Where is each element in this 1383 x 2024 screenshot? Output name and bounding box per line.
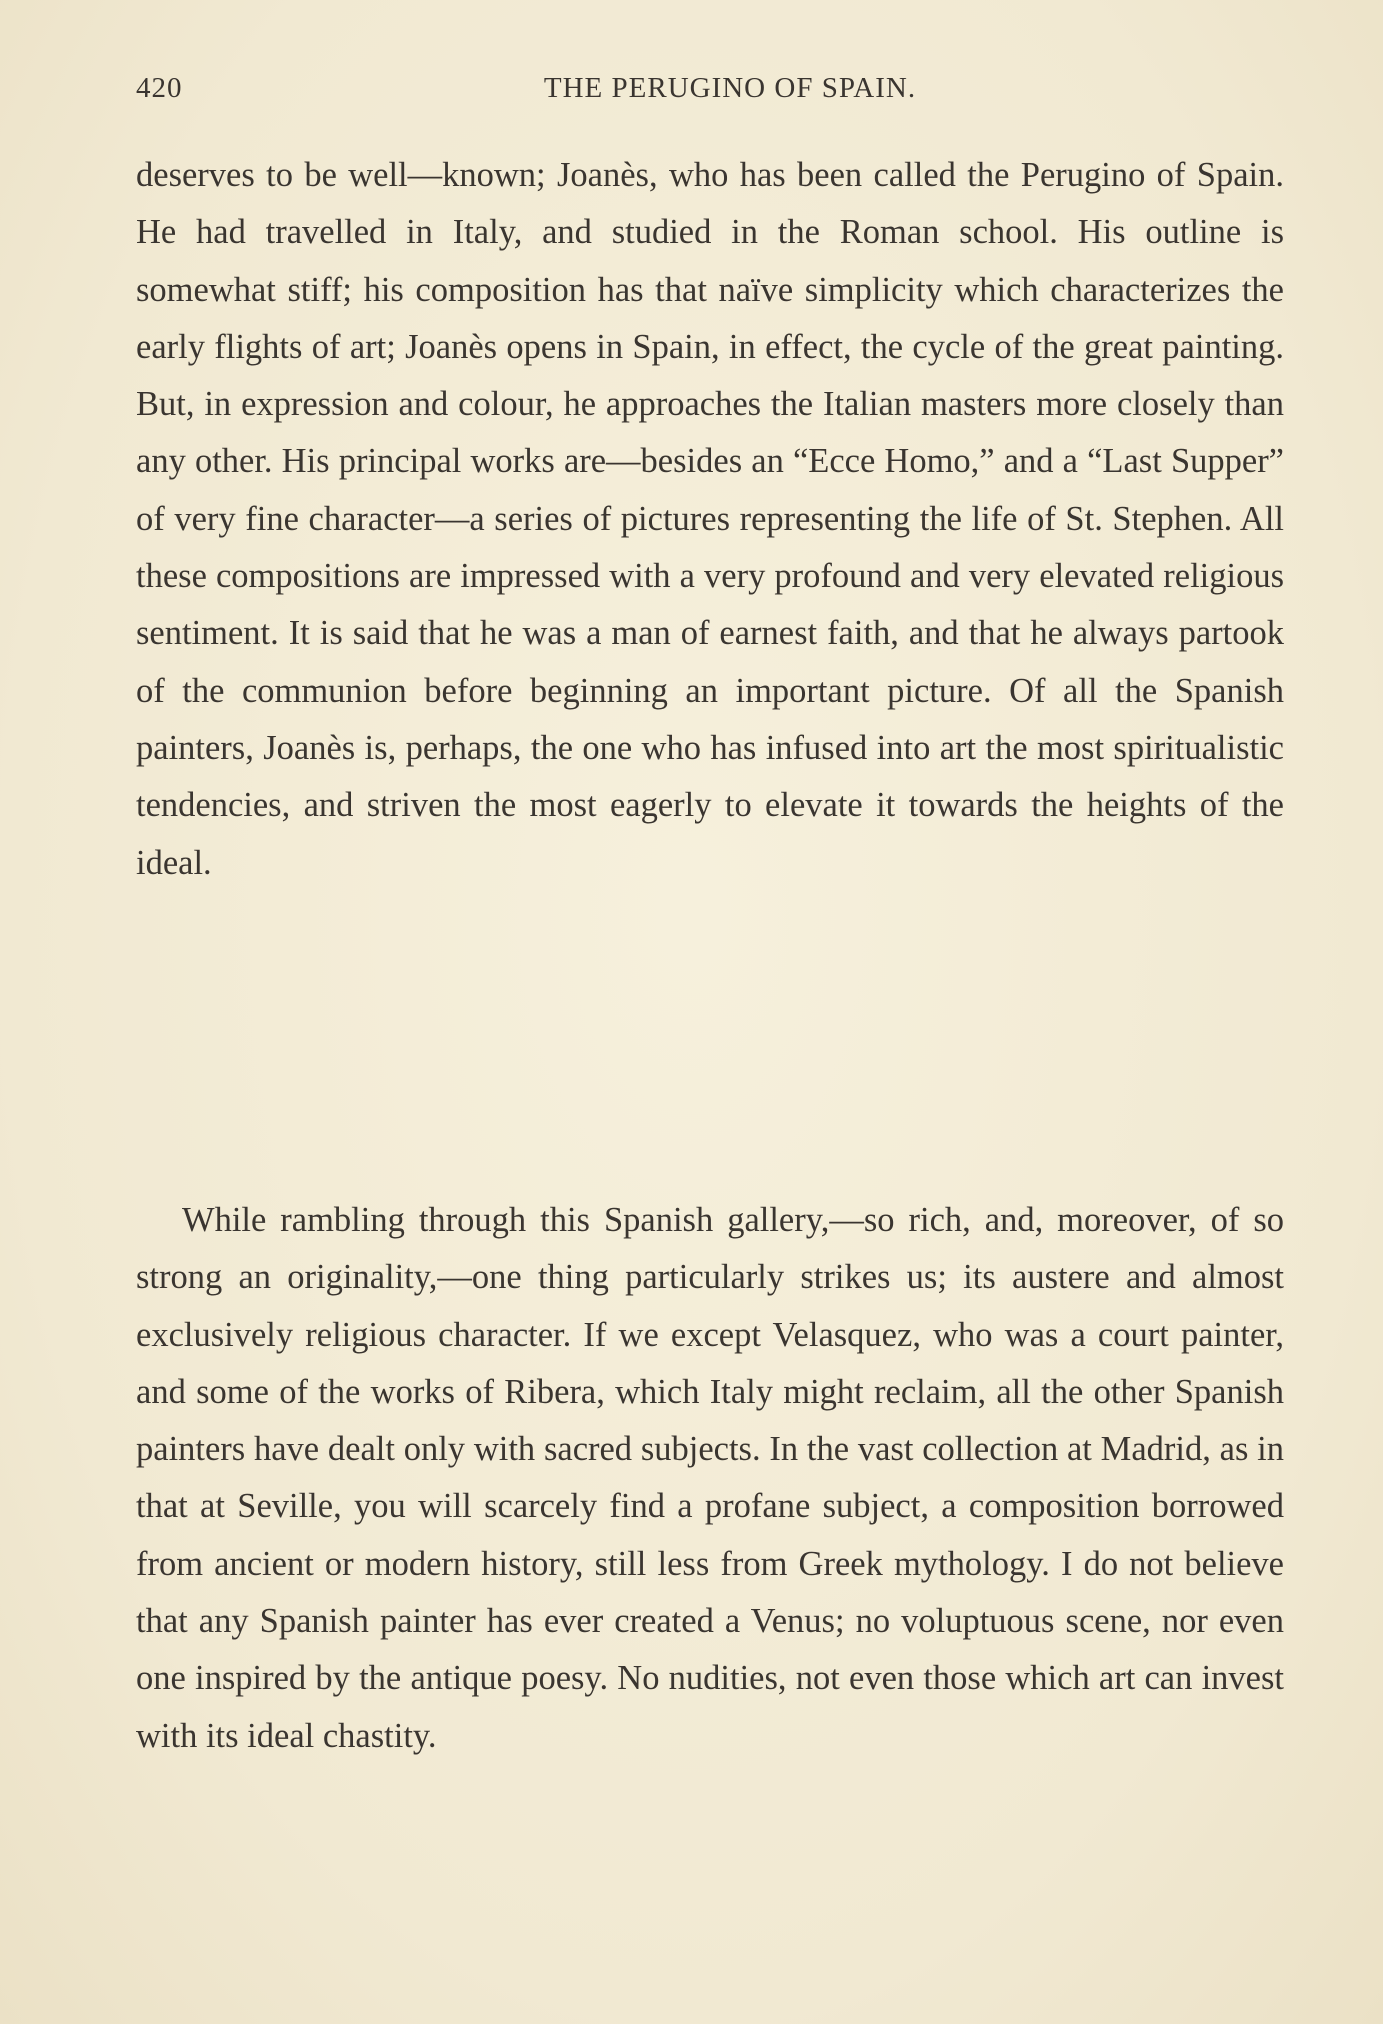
running-head [136,72,1284,112]
running-title: THE PERUGINO OF SPAIN. [543,72,917,104]
page-number: 420 [136,72,183,104]
paragraph-spanish-gallery: While rambling through this Spanish gallery,—so rich, and, moreover, of so strong an originality,—one thing particularly strikes us; its austere and almost exclusively religious character. If we except Velasquez, who was a court painter, and some of the works of Ribera, which Italy might reclaim, all the other Spanish painters have dealt only with sacred subjects. In the vast collection at Madrid, as in that at Seville, you will scarcely find a profane subject, a composition borrowed from ancient or modern history, still less from Greek mythology. I do not believe that any Spanish painter has ever created a Venus; no voluptuous scene, nor even one inspired by the antique poesy. No nudities, not even those which art can invest with its ideal chastity. [136,1201,1284,1755]
paragraph-joanes: deserves to be well—known; Joanès, who has been called the Perugino of Spain. He had travelled in Italy, and studied in the Roman school. His outline is somewhat stiff; his composition has that naïve simplicity which characterizes the early flights of art; Joanès opens in Spain, in effect, the cycle of the great painting. But, in expression and colour, he approaches the Italian masters more closely than any other. His principal works are—besides an “Ecce Homo,” and a “Last Supper” of very fine character—a series of pictures representing the life of St. Stephen. All these compositions are impressed with a very profound and very elevated religious sentiment. It is said that he was a man of earnest faith, and that he always partook of the communion before beginning an important picture. Of all the Spanish painters, Joanès is, perhaps, the one who has infused into art the most spiritualistic tendencies, and striven the most eagerly to elevate it towards the heights of the ideal. [136,156,1284,882]
